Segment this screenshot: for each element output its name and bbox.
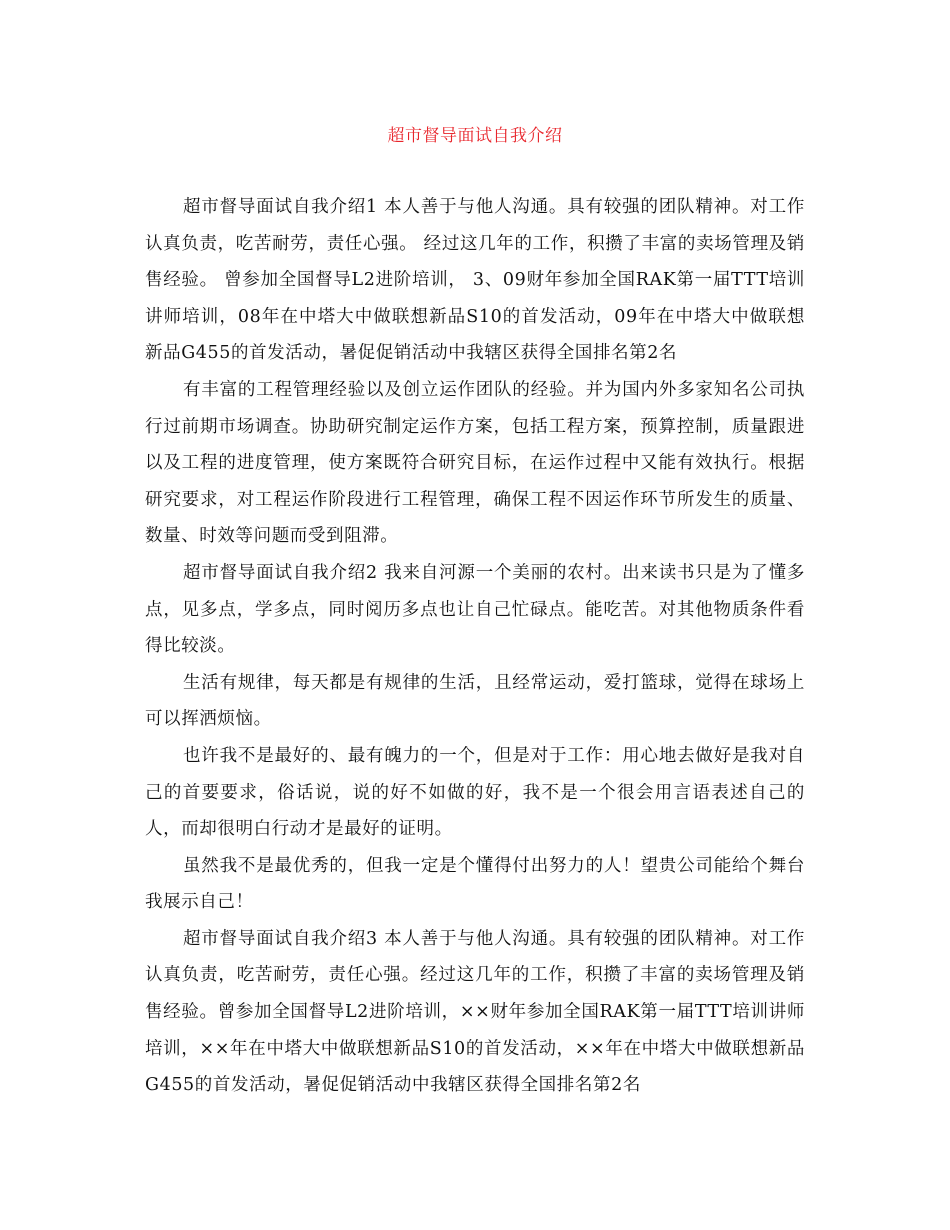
paragraph-intro-1: 超市督导面试自我介绍1 本人善于与他人沟通。具有较强的团队精神。对工作认真负责，吃苦耐劳，责任心强。 经过这几年的工作，积攒了丰富的卖场管理及销售经验。 曾参加全国督导L2进阶培训， 3、09财年参加全国RAK第一届TTT培训讲师培训，08年在中塔大中做联想新品S10的首发活动，09年在中塔大中做联想新品G455的首发活动，暑促促销活动中我辖区获得全国排名第2名: [145, 197, 805, 364]
document-title: 超市督导面试自我介绍: [387, 126, 563, 146]
paragraph-intro-2: 超市督导面试自我介绍2 我来自河源一个美丽的农村。出来读书只是为了懂多点，见多点，学多点，同时阅历多点也让自己忙碌点。能吃苦。对其他物质条件看得比较淡。: [145, 562, 805, 657]
paragraph-experience: 有丰富的工程管理经验以及创立运作团队的经验。并为国内外多家知名公司执行过前期市场调查。协助研究制定运作方案，包括工程方案，预算控制，质量跟进以及工程的进度管理，使方案既符合研究目标，在运作过程中又能有效执行。根据研究要求，对工程运作阶段进行工程管理，确保工程不因运作环节所发生的质量、数量、时效等问题而受到阻滞。: [145, 379, 805, 547]
paragraph-lifestyle: 生活有规律，每天都是有规律的生活，且经常运动，爱打篮球，觉得在球场上可以挥洒烦恼。: [145, 672, 805, 730]
paragraph-closing: 虽然我不是最优秀的，但我一定是个懂得付出努力的人！望贵公司能给个舞台我展示自己！: [145, 855, 805, 913]
document-body: [145, 189, 805, 1104]
paragraph-work-attitude: 也许我不是最好的、最有魄力的一个，但是对于工作：用心地去做好是我对自己的首要要求，俗话说，说的好不如做的好，我不是一个很会用言语表述自己的人，而却很明白行动才是最好的证明。: [145, 745, 805, 840]
paragraph-intro-3: 超市督导面试自我介绍3 本人善于与他人沟通。具有较强的团队精神。对工作认真负责，吃苦耐劳，责任心强。经过这几年的工作，积攒了丰富的卖场管理及销售经验。曾参加全国督导L2进阶培训，××财年参加全国RAK第一届TTT培训讲师培训，××年在中塔大中做联想新品S10的首发活动，××年在中塔大中做联想新品G455的首发活动，暑促促销活动中我辖区获得全国排名第2名: [145, 928, 805, 1096]
